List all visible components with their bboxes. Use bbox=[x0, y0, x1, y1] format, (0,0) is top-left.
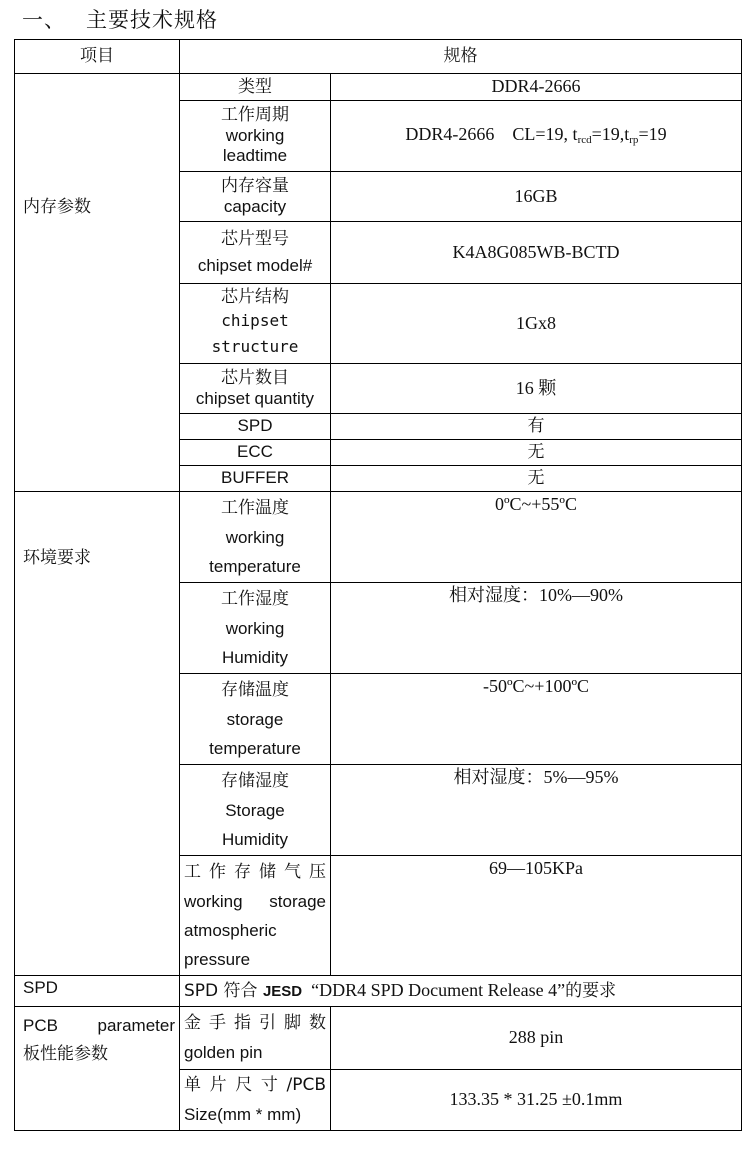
section-title: 主要技术规格 bbox=[86, 8, 218, 32]
value-spd-compliance: SPD 符合 JESD “DDR4 SPD Document Release 4”的要求 bbox=[180, 976, 742, 1007]
spec-table bbox=[14, 39, 742, 1131]
value-storage-temp: -50ºC~+100ºC bbox=[331, 674, 742, 765]
item-golden-pin: 金手指引脚数 golden pin bbox=[180, 1007, 331, 1070]
header-item: 项目 bbox=[15, 40, 180, 74]
value-pressure: 69—105KPa bbox=[331, 856, 742, 976]
value-ecc: 无 bbox=[331, 440, 742, 466]
value-type: DDR4-2666 bbox=[331, 74, 742, 101]
item-pressure: 工作存储气压 working storage atmospheric pressure bbox=[180, 856, 331, 976]
table-row bbox=[15, 74, 742, 101]
section-number: 一、 bbox=[22, 8, 66, 32]
header-spec: 规格 bbox=[180, 40, 742, 74]
value-buffer: 无 bbox=[331, 466, 742, 492]
value-working-temp: 0ºC~+55ºC bbox=[331, 492, 742, 583]
item-timing: 工作周期 working leadtime bbox=[180, 101, 331, 172]
item-buffer: BUFFER bbox=[180, 466, 331, 492]
item-storage-humidity: 存储湿度 Storage Humidity bbox=[180, 765, 331, 856]
item-chip-quantity: 芯片数目 chipset quantity bbox=[180, 364, 331, 414]
value-size: 133.35 * 31.25 ±0.1mm bbox=[331, 1070, 742, 1131]
value-spd: 有 bbox=[331, 414, 742, 440]
table-row bbox=[15, 1007, 742, 1070]
category-memory: 内存参数 bbox=[15, 74, 180, 492]
value-chip-structure: 1Gx8 bbox=[331, 284, 742, 364]
item-working-humidity: 工作湿度 working Humidity bbox=[180, 583, 331, 674]
item-type: 类型 bbox=[180, 74, 331, 101]
value-working-humidity: 相对湿度：10%—90% bbox=[331, 583, 742, 674]
item-capacity: 内存容量 capacity bbox=[180, 172, 331, 222]
item-ecc: ECC bbox=[180, 440, 331, 466]
item-chip-model: 芯片型号 chipset model# bbox=[180, 222, 331, 284]
category-spd: SPD bbox=[15, 976, 180, 1007]
table-row bbox=[15, 492, 742, 583]
item-chip-structure: 芯片结构 chipset structure bbox=[180, 284, 331, 364]
item-size: 单片尺寸/PCB Size(mm * mm) bbox=[180, 1070, 331, 1131]
value-capacity: 16GB bbox=[331, 172, 742, 222]
value-golden-pin: 288 pin bbox=[331, 1007, 742, 1070]
category-pcb: PCB parameter 板性能参数 bbox=[15, 1007, 180, 1131]
item-spd: SPD bbox=[180, 414, 331, 440]
value-chip-quantity: 16 颗 bbox=[331, 364, 742, 414]
item-storage-temp: 存储温度 storage temperature bbox=[180, 674, 331, 765]
value-chip-model: K4A8G085WB-BCTD bbox=[331, 222, 742, 284]
value-timing: DDR4-2666 CL=19, $t_{rcd}=19,t_{rp}=19$ bbox=[331, 101, 742, 172]
value-storage-humidity: 相对湿度：5%—95% bbox=[331, 765, 742, 856]
item-working-temp: 工作温度 working temperature bbox=[180, 492, 331, 583]
table-header-row bbox=[15, 40, 742, 74]
section-heading bbox=[22, 4, 218, 34]
table-row bbox=[15, 976, 742, 1007]
category-environment: 环境要求 bbox=[15, 492, 180, 976]
